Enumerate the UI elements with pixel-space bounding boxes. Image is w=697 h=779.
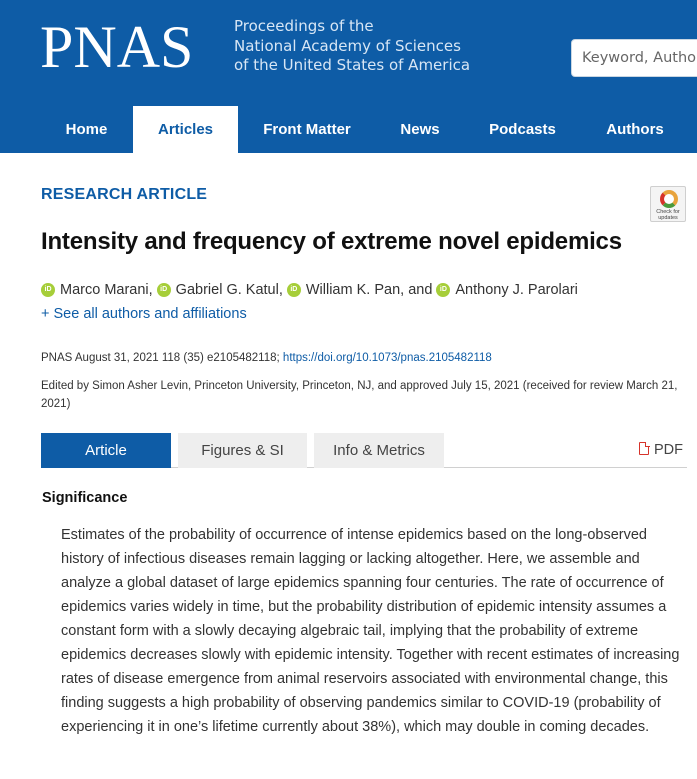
pdf-icon [639, 442, 649, 455]
author-link[interactable]: Marco Marani, [60, 282, 153, 298]
article-type: RESEARCH ARTICLE [41, 186, 208, 203]
tab-article[interactable]: Article [41, 433, 171, 468]
nav-news[interactable]: News [400, 121, 440, 138]
search-input[interactable] [571, 39, 697, 77]
crossmark-icon [660, 190, 678, 208]
nav-articles[interactable]: Articles [133, 106, 238, 153]
tagline-line-2: National Academy of Sciences [234, 36, 461, 55]
article-tabs [41, 433, 687, 468]
nav-home[interactable]: Home [65, 121, 108, 138]
tagline-line-3: of the United States of America [234, 56, 471, 74]
main-nav [0, 106, 697, 153]
nav-front-matter[interactable]: Front Matter [263, 121, 351, 138]
author-link[interactable]: Gabriel G. Katul, [175, 282, 283, 298]
check-for-updates-badge[interactable] [650, 186, 686, 222]
significance-heading: Significance [42, 490, 128, 506]
see-all-authors-link[interactable]: + See all authors and affiliations [41, 306, 247, 322]
edited-by-text: Edited by Simon Asher Levin, Princeton University, Princeton, NJ, and approved July 15, 2021 (received for review March 21, 2021) [41, 380, 678, 410]
site-tagline [234, 17, 470, 76]
orcid-icon[interactable]: iD [41, 283, 55, 297]
publication-info [41, 352, 492, 364]
pdf-link[interactable] [639, 433, 683, 468]
orcid-icon[interactable]: iD [436, 283, 450, 297]
citation-text: PNAS August 31, 2021 118 (35) e2105482118; [41, 352, 280, 364]
nav-podcasts[interactable]: Podcasts [489, 121, 556, 138]
significance-text: Estimates of the probability of occurrence of intense epidemics based on the long-observed history of infectious diseases remain lagging or lacking altogether. Here, we assemble and analyze a global dataset of large epidemics spanning four centuries. The rate of occurrence of epidemics varies widely in time, but the probability distribution of epidemic intensity assumes a constant form with a slowly decaying algebraic tail, implying that the probability of extreme epidemics decreases slowly with epidemic intensity. Together with recent estimates of increasing rates of disease emergence from animal reservoirs associated with environmental change, this finding suggests a high probability of observing pandemics similar to COVID-19 (probability of experiencing it in one’s lifetime currently about 38%), which may double in coming decades. [61, 527, 680, 735]
site-header [0, 0, 697, 153]
pdf-label: PDF [654, 442, 683, 458]
orcid-icon[interactable]: iD [287, 283, 301, 297]
doi-link[interactable]: https://doi.org/10.1073/pnas.2105482118 [282, 352, 492, 364]
author-link[interactable]: Anthony J. Parolari [455, 282, 578, 298]
tab-figures-si[interactable]: Figures & SI [178, 433, 307, 468]
pnas-logo[interactable]: PNAS [40, 14, 194, 80]
tab-info-metrics[interactable]: Info & Metrics [314, 433, 444, 468]
nav-authors[interactable]: Authors [606, 121, 664, 138]
tagline-line-1: Proceedings of the [234, 17, 374, 35]
author-link[interactable]: William K. Pan, and [305, 282, 433, 298]
orcid-icon[interactable]: iD [157, 283, 171, 297]
check-updates-label: Check for updates [656, 209, 680, 221]
article-title: Intensity and frequency of extreme novel epidemics [41, 228, 622, 255]
author-list [41, 282, 582, 298]
